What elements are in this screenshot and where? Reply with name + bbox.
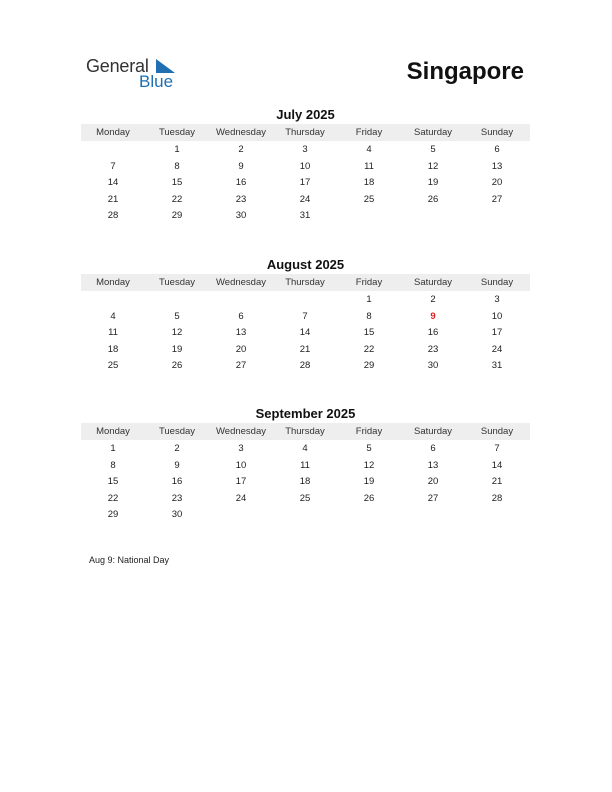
weekday-label: Sunday bbox=[480, 277, 514, 288]
week-row bbox=[81, 441, 530, 458]
week-row bbox=[81, 507, 530, 524]
day-cell: 13 bbox=[491, 160, 503, 172]
month-title: July 2025 bbox=[276, 107, 335, 122]
weeks-grid bbox=[81, 441, 530, 524]
day-cell: 10 bbox=[299, 160, 311, 172]
day-cell: 23 bbox=[427, 343, 439, 355]
day-cell: 12 bbox=[171, 327, 183, 339]
weekday-label: Wednesday bbox=[216, 426, 266, 437]
month-title: August 2025 bbox=[266, 257, 345, 272]
day-cell: 9 bbox=[174, 459, 180, 471]
day-cell: 11 bbox=[108, 327, 118, 339]
day-cell: 31 bbox=[491, 360, 503, 372]
day-cell: 28 bbox=[491, 492, 503, 504]
day-cell: 6 bbox=[494, 144, 500, 155]
day-cell: 26 bbox=[427, 193, 439, 205]
day-cell: 30 bbox=[427, 360, 439, 372]
day-cell: 5 bbox=[430, 144, 436, 155]
weekday-label: Friday bbox=[355, 277, 383, 288]
day-cell: 20 bbox=[235, 343, 247, 355]
day-cell: 27 bbox=[427, 492, 439, 504]
day-cell: 25 bbox=[107, 360, 119, 372]
empty-day-cell bbox=[337, 507, 401, 524]
weekday-label: Wednesday bbox=[216, 127, 266, 138]
day-cell: 16 bbox=[235, 177, 247, 189]
weekday-header-row bbox=[81, 274, 530, 291]
day-cell: 29 bbox=[363, 360, 375, 372]
empty-day-cell bbox=[465, 208, 529, 225]
day-cell: 22 bbox=[171, 193, 183, 205]
week-row bbox=[81, 458, 530, 475]
day-cell: 6 bbox=[238, 310, 244, 322]
day-cell: 15 bbox=[363, 327, 375, 339]
empty-day-cell bbox=[401, 507, 465, 524]
day-cell: 2 bbox=[238, 144, 244, 155]
day-cell: 7 bbox=[302, 310, 308, 322]
weekday-label: Thursday bbox=[285, 426, 325, 437]
day-cell: 12 bbox=[427, 160, 439, 172]
day-cell: 12 bbox=[363, 459, 375, 471]
weekday-label: Sunday bbox=[480, 127, 514, 138]
day-cell: 25 bbox=[363, 193, 375, 205]
day-cell: 15 bbox=[107, 476, 119, 488]
day-cell: 11 bbox=[300, 459, 310, 471]
day-cell: 25 bbox=[299, 492, 311, 504]
day-cell: 22 bbox=[363, 343, 375, 355]
empty-day-cell bbox=[145, 292, 209, 309]
empty-day-cell bbox=[81, 292, 145, 309]
day-cell: 6 bbox=[430, 443, 436, 454]
empty-day-cell bbox=[81, 142, 145, 159]
week-row bbox=[81, 358, 530, 375]
day-cell: 18 bbox=[299, 476, 311, 488]
weekday-label: Monday bbox=[96, 127, 130, 138]
day-cell: 3 bbox=[238, 443, 244, 454]
day-cell: 8 bbox=[366, 310, 372, 322]
week-row bbox=[81, 292, 530, 309]
weekday-label: Friday bbox=[355, 426, 383, 437]
day-cell: 5 bbox=[366, 443, 372, 454]
week-row bbox=[81, 159, 530, 176]
day-cell: 1 bbox=[366, 294, 372, 305]
weekday-label: Saturday bbox=[413, 277, 453, 288]
weekday-label: Thursday bbox=[285, 277, 325, 288]
holiday-day-cell: 9 bbox=[430, 310, 436, 322]
day-cell: 14 bbox=[107, 177, 119, 189]
day-cell: 19 bbox=[171, 343, 183, 355]
day-cell: 17 bbox=[299, 177, 311, 189]
day-cell: 14 bbox=[299, 327, 311, 339]
day-cell: 24 bbox=[235, 492, 247, 504]
day-cell: 29 bbox=[107, 509, 119, 521]
day-cell: 27 bbox=[235, 360, 247, 372]
day-cell: 17 bbox=[491, 327, 503, 339]
day-cell: 16 bbox=[171, 476, 183, 488]
month-calendar-august bbox=[81, 256, 530, 375]
month-title: September 2025 bbox=[255, 406, 356, 421]
day-cell: 10 bbox=[235, 459, 247, 471]
empty-day-cell bbox=[209, 292, 273, 309]
weekday-label: Tuesday bbox=[158, 426, 196, 437]
day-cell: 8 bbox=[110, 459, 116, 471]
weekday-label: Saturday bbox=[413, 426, 453, 437]
day-cell: 17 bbox=[235, 476, 247, 488]
week-row bbox=[81, 491, 530, 508]
weekday-label: Saturday bbox=[413, 127, 453, 138]
day-cell: 28 bbox=[299, 360, 311, 372]
week-row bbox=[81, 309, 530, 326]
week-row bbox=[81, 342, 530, 359]
week-row bbox=[81, 175, 530, 192]
day-cell: 13 bbox=[427, 459, 439, 471]
day-cell: 16 bbox=[427, 327, 439, 339]
day-cell: 24 bbox=[491, 343, 503, 355]
weekday-label: Tuesday bbox=[158, 127, 196, 138]
day-cell: 18 bbox=[107, 343, 119, 355]
empty-day-cell bbox=[273, 507, 337, 524]
empty-day-cell bbox=[401, 208, 465, 225]
day-cell: 3 bbox=[302, 144, 308, 155]
day-cell: 21 bbox=[107, 193, 119, 205]
day-cell: 5 bbox=[174, 310, 180, 322]
logo-blue-text: Blue bbox=[139, 72, 174, 91]
day-cell: 23 bbox=[171, 492, 183, 504]
weeks-grid bbox=[81, 292, 530, 375]
day-cell: 7 bbox=[110, 160, 116, 172]
logo-general-text: General bbox=[86, 56, 149, 76]
day-cell: 21 bbox=[491, 476, 503, 488]
weekday-header-row bbox=[81, 124, 530, 141]
empty-day-cell bbox=[273, 292, 337, 309]
day-cell: 28 bbox=[107, 210, 119, 222]
day-cell: 4 bbox=[110, 310, 116, 322]
week-row bbox=[81, 325, 530, 342]
day-cell: 21 bbox=[299, 343, 311, 355]
weekday-label: Monday bbox=[96, 277, 130, 288]
day-cell: 26 bbox=[363, 492, 375, 504]
generalblue-logo bbox=[86, 56, 186, 92]
day-cell: 3 bbox=[494, 294, 500, 305]
day-cell: 2 bbox=[174, 443, 180, 454]
weekday-label: Sunday bbox=[480, 426, 514, 437]
day-cell: 7 bbox=[494, 443, 500, 454]
empty-day-cell bbox=[337, 208, 401, 225]
day-cell: 11 bbox=[364, 160, 374, 172]
day-cell: 30 bbox=[235, 210, 247, 222]
day-cell: 8 bbox=[174, 160, 180, 172]
weekday-label: Monday bbox=[96, 426, 130, 437]
empty-day-cell bbox=[465, 507, 529, 524]
day-cell: 1 bbox=[110, 443, 116, 454]
week-row bbox=[81, 192, 530, 209]
day-cell: 19 bbox=[427, 177, 439, 189]
country-title: Singapore bbox=[406, 58, 524, 85]
day-cell: 30 bbox=[171, 509, 183, 521]
day-cell: 19 bbox=[363, 476, 375, 488]
weekday-header-row bbox=[81, 423, 530, 440]
month-calendar-september bbox=[81, 405, 530, 524]
day-cell: 27 bbox=[491, 193, 503, 205]
day-cell: 10 bbox=[491, 310, 503, 322]
day-cell: 15 bbox=[171, 177, 183, 189]
day-cell: 9 bbox=[238, 160, 244, 172]
day-cell: 4 bbox=[302, 443, 308, 454]
weekday-label: Tuesday bbox=[158, 277, 196, 288]
day-cell: 23 bbox=[235, 193, 247, 205]
day-cell: 26 bbox=[171, 360, 183, 372]
day-cell: 2 bbox=[430, 294, 436, 305]
week-row bbox=[81, 474, 530, 491]
day-cell: 22 bbox=[107, 492, 119, 504]
week-row bbox=[81, 208, 530, 225]
day-cell: 14 bbox=[491, 459, 503, 471]
holiday-note: Aug 9: National Day bbox=[89, 555, 170, 565]
day-cell: 4 bbox=[366, 144, 372, 155]
month-calendar-july bbox=[81, 106, 530, 225]
empty-day-cell bbox=[209, 507, 273, 524]
day-cell: 29 bbox=[171, 210, 183, 222]
week-row bbox=[81, 142, 530, 159]
weekday-label: Wednesday bbox=[216, 277, 266, 288]
weeks-grid bbox=[81, 142, 530, 225]
weekday-label: Thursday bbox=[285, 127, 325, 138]
weekday-label: Friday bbox=[355, 127, 383, 138]
day-cell: 20 bbox=[427, 476, 439, 488]
day-cell: 18 bbox=[363, 177, 375, 189]
day-cell: 20 bbox=[491, 177, 503, 189]
day-cell: 13 bbox=[235, 327, 247, 339]
day-cell: 24 bbox=[299, 193, 311, 205]
day-cell: 31 bbox=[299, 210, 311, 222]
day-cell: 1 bbox=[174, 144, 180, 155]
